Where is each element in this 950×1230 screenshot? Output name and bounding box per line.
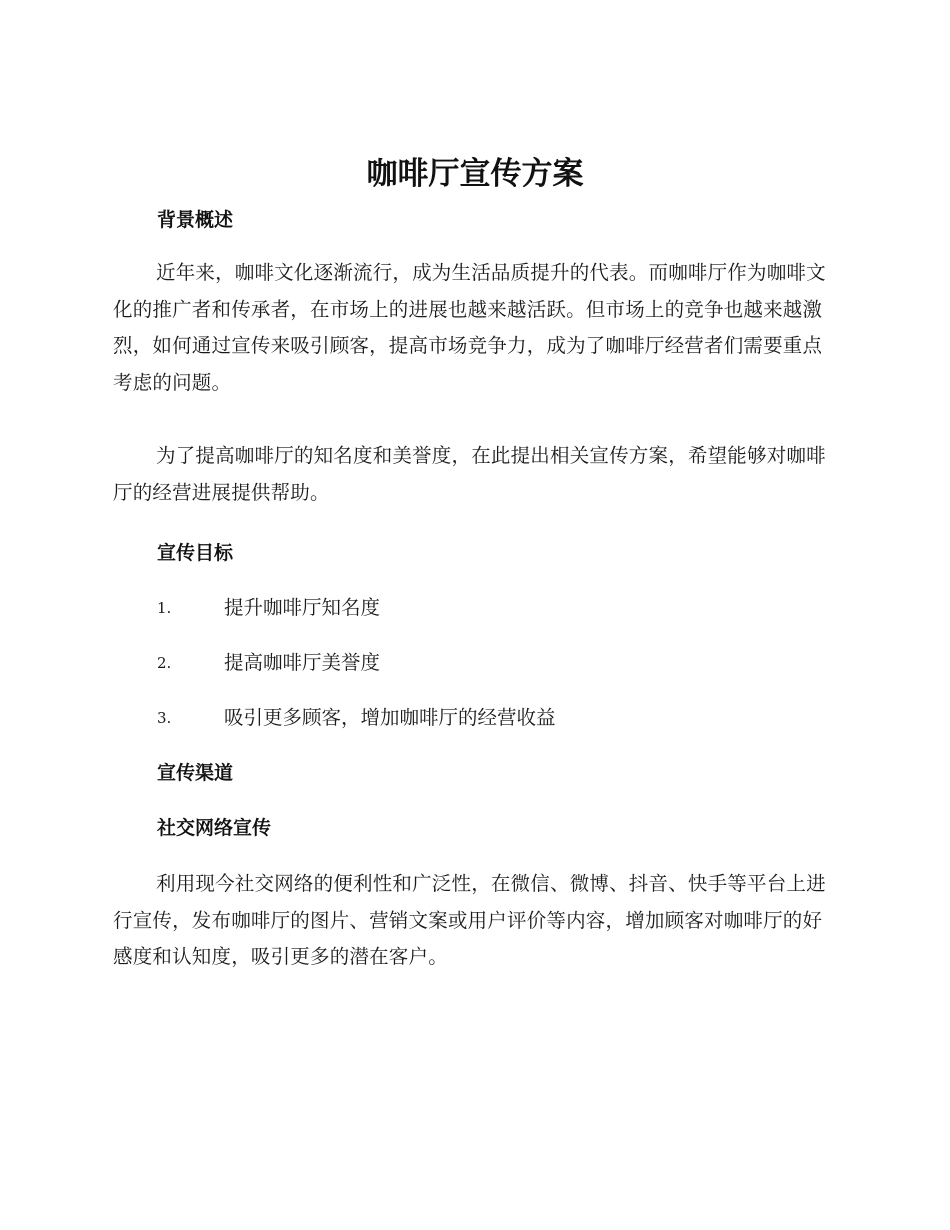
- subsection-heading-social: 社交网络宣传: [157, 817, 272, 839]
- list-number: 3.: [157, 709, 172, 727]
- background-paragraph-2: 为了提高咖啡厅的知名度和美誉度，在此提出相关宣传方案，希望能够对咖啡厅的经营进展提供帮助。: [113, 444, 826, 504]
- list-text: 吸引更多顾客，增加咖啡厅的经营收益: [224, 706, 556, 729]
- section-heading-channels: 宣传渠道: [157, 762, 234, 784]
- list-text: 提高咖啡厅美誉度: [224, 651, 381, 674]
- list-number: 2.: [157, 654, 172, 672]
- list-text: 提升咖啡厅知名度: [224, 596, 381, 619]
- social-paragraph: 利用现今社交网络的便利性和广泛性，在微信、微博、抖音、快手等平台上进行宣传，发布咖啡厅的图片、营销文案或用户评价等内容，增加顾客对咖啡厅的好感度和认知度，吸引更多的潜在客户。: [113, 872, 826, 968]
- document-title: 咖啡厅宣传方案: [366, 156, 584, 192]
- section-heading-background: 背景概述: [157, 209, 234, 231]
- section-heading-goals: 宣传目标: [157, 542, 234, 564]
- list-number: 1.: [157, 599, 172, 617]
- background-paragraph-1: 近年来，咖啡文化逐渐流行，成为生活品质提升的代表。而咖啡厅作为咖啡文化的推广者和传承者，在市场上的进展也越来越活跃。但市场上的竞争也越来越激烈，如何通过宣传来吸引顾客，提高市场竞争力，成为了咖啡厅经营者们需要重点考虑的问题。: [113, 261, 826, 394]
